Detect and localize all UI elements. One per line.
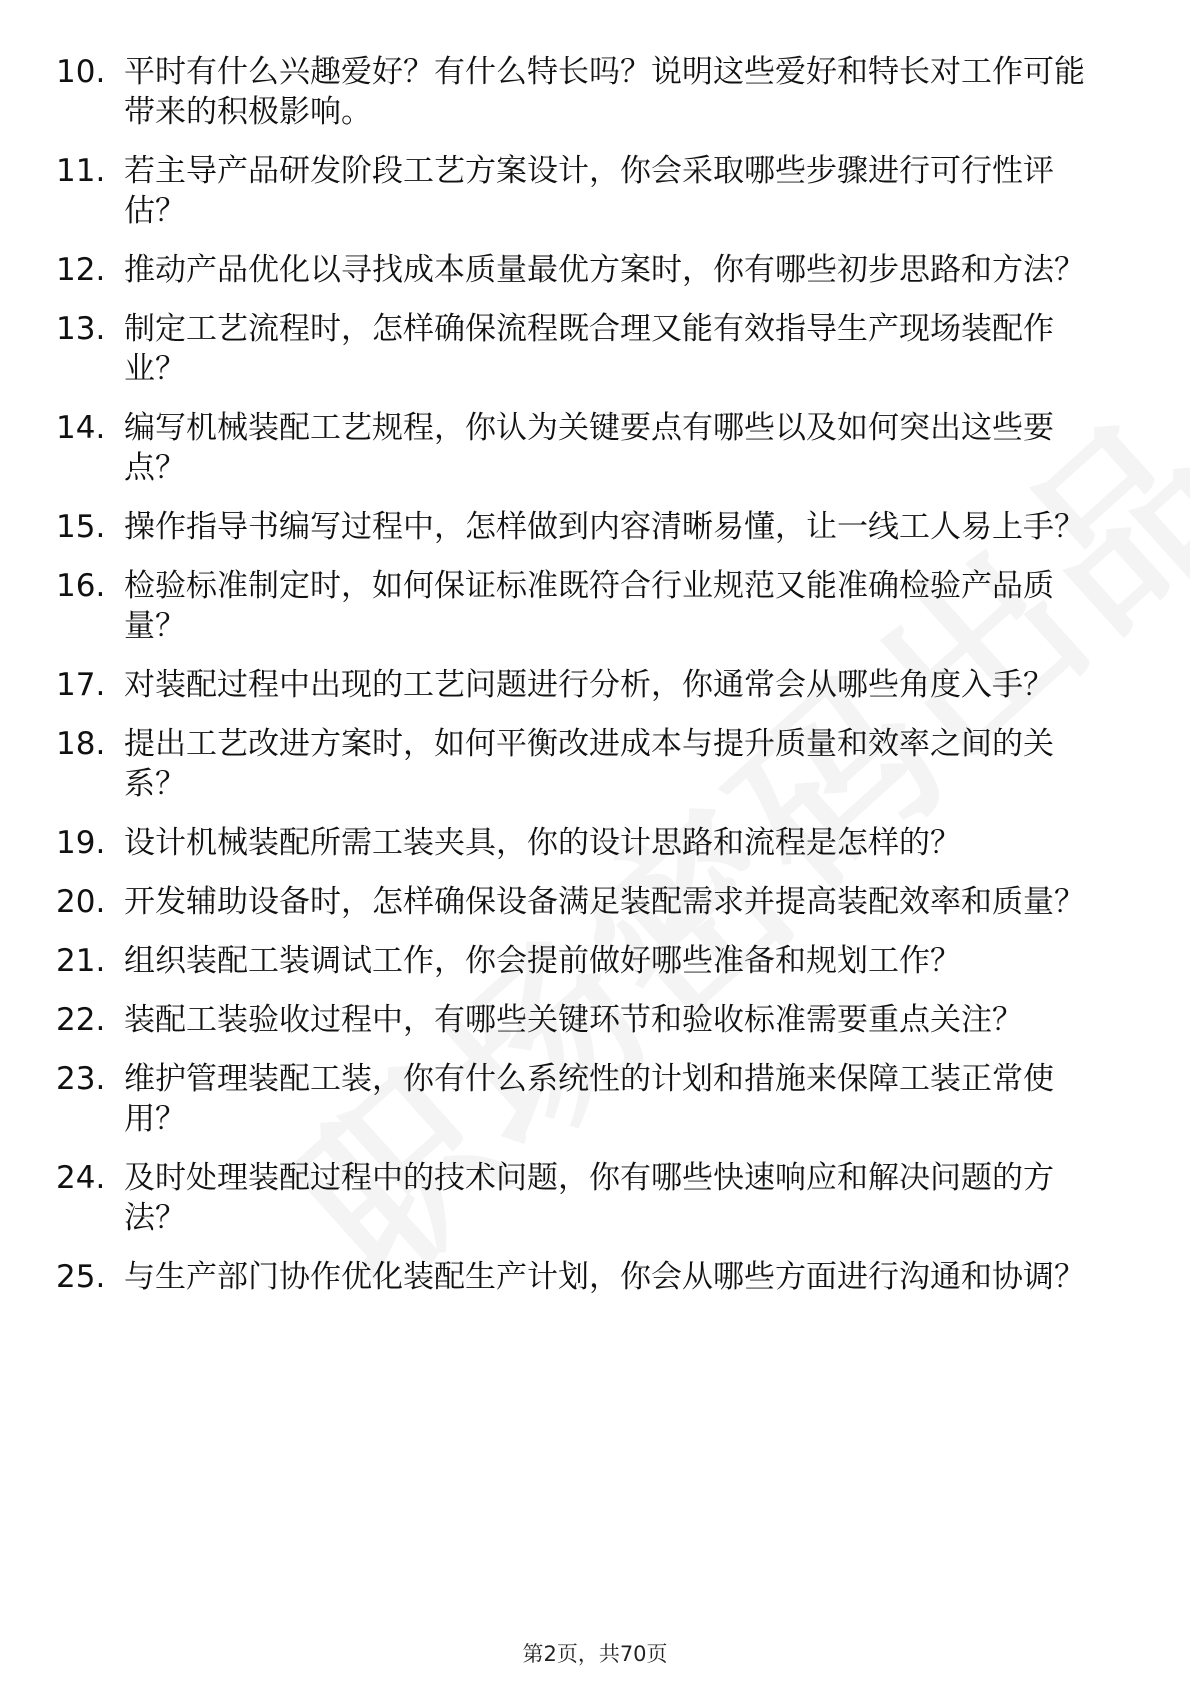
question-text: 与生产部门协作优化装配生产计划，你会从哪些方面进行沟通和协调？ [124,1259,1085,1295]
question-text: 制定工艺流程时，怎样确保流程既合理又能有效指导生产现场装配作业？ [124,311,1054,387]
question-text: 设计机械装配所需工装夹具，你的设计思路和流程是怎样的？ [124,825,961,861]
question-item [0,724,1190,804]
question-text: 维护管理装配工装，你有什么系统性的计划和措施来保障工装正常使用？ [124,1061,1054,1137]
question-item [0,151,1190,231]
question-number: 11. [56,153,106,189]
question-item [0,1257,1190,1297]
question-item [0,309,1190,389]
question-text: 对装配过程中出现的工艺问题进行分析，你通常会从哪些角度入手？ [124,667,1054,703]
question-item [0,1000,1190,1040]
question-item [0,566,1190,646]
question-number: 24. [56,1160,106,1196]
question-text: 检验标准制定时，如何保证标准既符合行业规范又能准确检验产品质量？ [124,568,1054,644]
question-item [0,665,1190,705]
question-number: 21. [56,943,106,979]
question-item [0,250,1190,290]
question-item [0,882,1190,922]
question-number: 18. [56,726,106,762]
question-number: 23. [56,1061,106,1097]
question-item [0,823,1190,863]
question-number: 15. [56,509,106,545]
question-number: 16. [56,568,106,604]
question-list [0,52,1190,1316]
question-number: 12. [56,252,106,288]
question-item [0,941,1190,981]
question-number: 14. [56,410,106,446]
question-text: 组织装配工装调试工作，你会提前做好哪些准备和规划工作？ [124,943,961,979]
question-number: 19. [56,825,106,861]
question-text: 平时有什么兴趣爱好？有什么特长吗？说明这些爱好和特长对工作可能带来的积极影响。 [124,54,1085,130]
question-text: 提出工艺改进方案时，如何平衡改进成本与提升质量和效率之间的关系？ [124,726,1054,802]
question-item [0,52,1190,132]
question-text: 开发辅助设备时，怎样确保设备满足装配需求并提高装配效率和质量？ [124,884,1085,920]
question-number: 22. [56,1002,106,1038]
question-text: 操作指导书编写过程中，怎样做到内容清晰易懂，让一线工人易上手？ [124,509,1085,545]
page-number-footer: 第2页，共70页 [522,1642,668,1666]
question-text: 若主导产品研发阶段工艺方案设计，你会采取哪些步骤进行可行性评估？ [124,153,1054,229]
question-item [0,1158,1190,1238]
question-number: 10. [56,54,106,90]
question-text: 推动产品优化以寻找成本质量最优方案时，你有哪些初步思路和方法？ [124,252,1085,288]
question-item [0,408,1190,488]
question-text: 装配工装验收过程中，有哪些关键环节和验收标准需要重点关注？ [124,1002,1023,1038]
question-text: 及时处理装配过程中的技术问题，你有哪些快速响应和解决问题的方法？ [124,1160,1054,1236]
question-number: 20. [56,884,106,920]
question-number: 13. [56,311,106,347]
question-number: 17. [56,667,106,703]
question-item [0,1059,1190,1139]
question-text: 编写机械装配工艺规程，你认为关键要点有哪些以及如何突出这些要点？ [124,410,1054,486]
question-number: 25. [56,1259,106,1295]
question-item [0,507,1190,547]
